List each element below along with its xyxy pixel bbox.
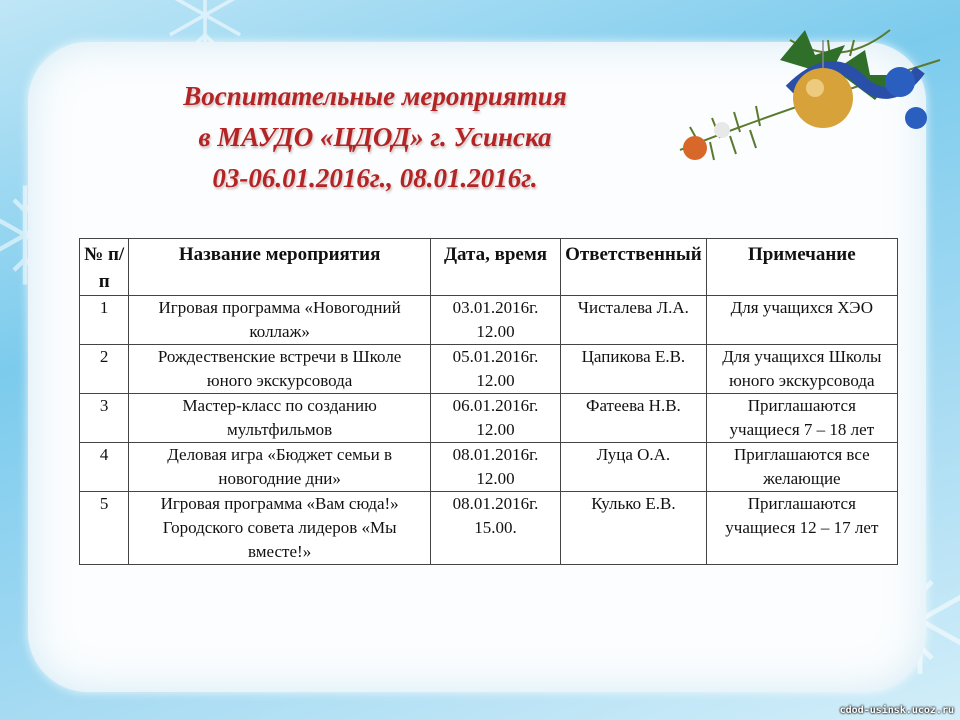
- cell-responsible: Фатеева Н.В.: [561, 394, 707, 443]
- header-name: Название мероприятия: [129, 239, 431, 296]
- cell-name: Игровая программа «Вам сюда!» Городского совета лидеров «Мы вместе!»: [129, 492, 431, 565]
- cell-name: Игровая программа «Новогодний коллаж»: [129, 296, 431, 345]
- header-num: № п/п: [80, 239, 129, 296]
- title-line-2: в МАУДО «ЦДОД» г. Усинска: [198, 122, 552, 152]
- cell-responsible: Кулько Е.В.: [561, 492, 707, 565]
- cell-date: 06.01.2016г. 12.00: [430, 394, 560, 443]
- cell-name: Рождественские встречи в Школе юного экскурсовода: [129, 345, 431, 394]
- cell-num: 1: [80, 296, 129, 345]
- header-responsible: Ответственный: [561, 239, 707, 296]
- cell-note: Приглашаются все желающие: [706, 443, 897, 492]
- cell-responsible: Цапикова Е.В.: [561, 345, 707, 394]
- cell-note: Для учащихся Школы юного экскурсовода: [706, 345, 897, 394]
- site-url: cdod-usinsk.ucoz.ru: [839, 705, 954, 716]
- table-row: [80, 345, 898, 394]
- cell-date: 03.01.2016г. 12.00: [430, 296, 560, 345]
- title-line-3: 03-06.01.2016г., 08.01.2016г.: [212, 163, 538, 193]
- cell-num: 4: [80, 443, 129, 492]
- cell-date: 05.01.2016г. 12.00: [430, 345, 560, 394]
- cell-name: Мастер-класс по созданию мультфильмов: [129, 394, 431, 443]
- table-row: [80, 443, 898, 492]
- header-date: Дата, время: [430, 239, 560, 296]
- title-line-1: Воспитательные мероприятия: [183, 81, 567, 111]
- table-header-row: [80, 239, 898, 296]
- cell-date: 08.01.2016г. 15.00.: [430, 492, 560, 565]
- christmas-ornaments-icon: [660, 0, 960, 200]
- cell-responsible: Луца О.А.: [561, 443, 707, 492]
- cell-note: Приглашаются учащиеся 12 – 17 лет: [706, 492, 897, 565]
- cell-note: Приглашаются учащиеся 7 – 18 лет: [706, 394, 897, 443]
- page-title: [120, 76, 630, 199]
- cell-num: 3: [80, 394, 129, 443]
- table-row: [80, 296, 898, 345]
- events-table: [79, 238, 898, 565]
- cell-num: 2: [80, 345, 129, 394]
- cell-num: 5: [80, 492, 129, 565]
- table-row: [80, 492, 898, 565]
- cell-responsible: Чисталева Л.А.: [561, 296, 707, 345]
- header-note: Примечание: [706, 239, 897, 296]
- table-row: [80, 394, 898, 443]
- cell-name: Деловая игра «Бюджет семьи в новогодние дни»: [129, 443, 431, 492]
- cell-note: Для учащихся ХЭО: [706, 296, 897, 345]
- cell-date: 08.01.2016г. 12.00: [430, 443, 560, 492]
